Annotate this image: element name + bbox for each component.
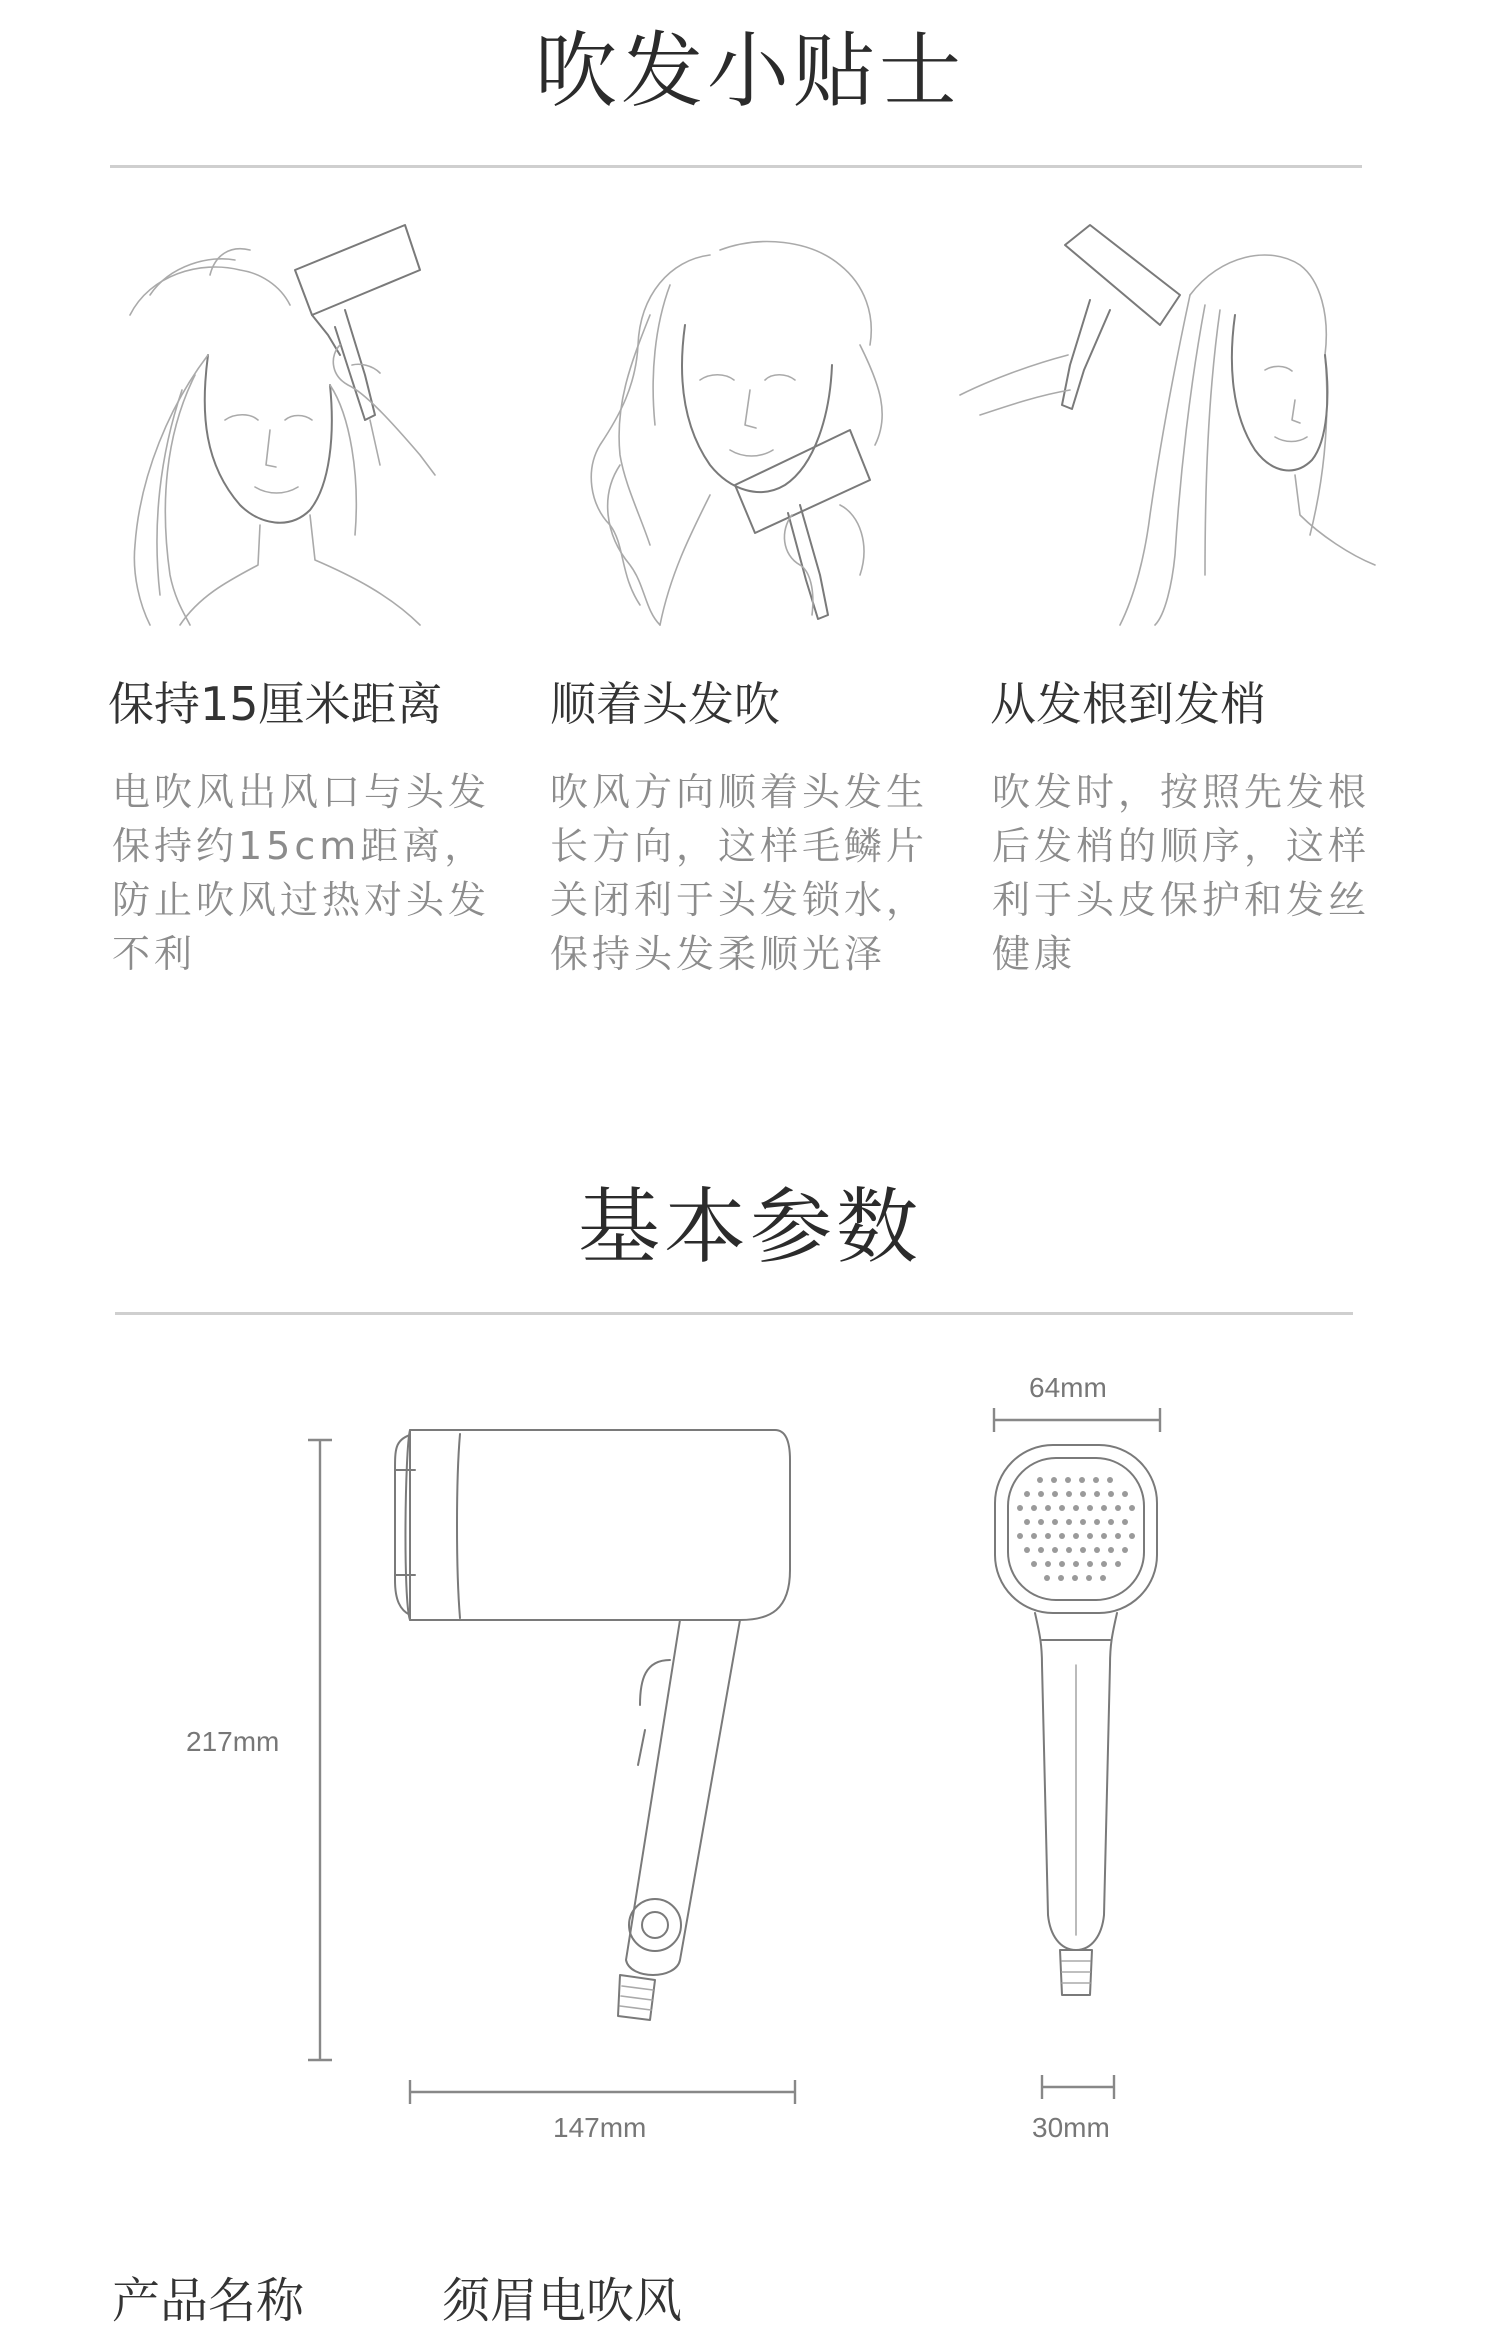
tip-body-distance: 电吹风出风口与头发保持约15cm距离，防止吹风过热对头发不利 [112, 770, 491, 976]
spec-label: 产品名称 [112, 2273, 305, 2329]
dimension-height-label: 217mm [186, 1726, 280, 1757]
illustration-keep-distance [90, 215, 520, 635]
tips-title-divider [110, 165, 1362, 168]
tips-section-title: 吹发小贴士 [534, 24, 965, 119]
hair-dryer-icon [735, 430, 870, 619]
dryer-front-view [980, 1395, 1180, 2115]
hair-dryer-icon [295, 225, 420, 465]
dimension-side-width-label: 147mm [553, 2112, 647, 2143]
grille-pattern [1017, 1477, 1135, 1581]
hair-dryer-icon [1062, 225, 1180, 409]
spec-value: 须眉电吹风 [442, 2273, 683, 2329]
tip-heading-root-to-tip: 从发根到发梢 [990, 677, 1266, 731]
params-section-title: 基本参数 [577, 1180, 922, 1275]
dryer-side-view [300, 1420, 820, 2120]
tip-body-root-to-tip: 吹发时，按照先发根后发梢的顺序，这样利于头皮保护和发丝健康 [992, 770, 1371, 976]
illustration-root-to-tip [950, 215, 1390, 635]
illustration-along-hair [560, 215, 960, 635]
tip-heading-distance: 保持15厘米距离 [108, 677, 443, 731]
params-title-divider [115, 1312, 1353, 1315]
tip-heading-direction: 顺着头发吹 [550, 677, 780, 731]
dimension-front-width-label: 64mm [1029, 1372, 1107, 1403]
dimension-front-depth-label: 30mm [1032, 2112, 1110, 2143]
tip-body-direction: 吹风方向顺着头发生长方向，这样毛鳞片关闭利于头发锁水，保持头发柔顺光泽 [550, 770, 929, 976]
